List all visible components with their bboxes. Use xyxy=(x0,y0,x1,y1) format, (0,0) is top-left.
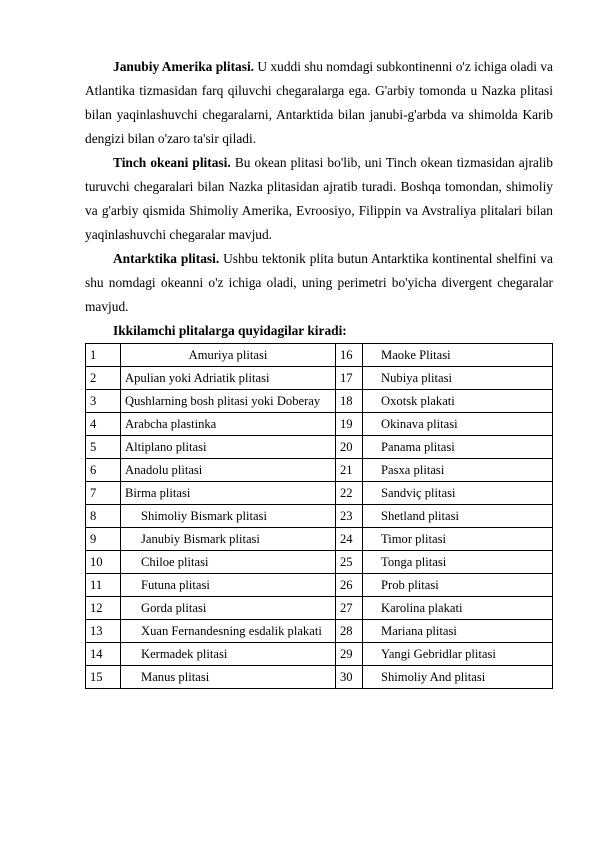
row-number-right: 20 xyxy=(336,436,363,459)
plate-name-right: Pasxa plitasi xyxy=(363,459,553,482)
row-number-left: 14 xyxy=(86,643,121,666)
paragraph-antarctic xyxy=(85,247,553,319)
row-number-right: 29 xyxy=(336,643,363,666)
paragraph-heading: Antarktika plitasi. xyxy=(113,251,220,266)
row-number-right: 30 xyxy=(336,666,363,689)
row-number-left: 4 xyxy=(86,413,121,436)
row-number-left: 6 xyxy=(86,459,121,482)
plate-name-left: Gorda plitasi xyxy=(121,597,336,620)
plate-name-left: Manus plitasi xyxy=(121,666,336,689)
plate-name-right: Sandviç plitasi xyxy=(363,482,553,505)
plate-name-left: Xuan Fernandesning esdalik plakati xyxy=(121,620,336,643)
plate-name-left: Amuriya plitasi xyxy=(121,344,336,367)
plate-name-left: Chiloe plitasi xyxy=(121,551,336,574)
row-number-left: 7 xyxy=(86,482,121,505)
table-row xyxy=(86,459,553,482)
table-row xyxy=(86,367,553,390)
table-row xyxy=(86,574,553,597)
plate-name-right: Shetland plitasi xyxy=(363,505,553,528)
table-row xyxy=(86,344,553,367)
table-title: Ikkilamchi plitalarga quyidagilar kiradi: xyxy=(113,323,347,338)
plate-name-right: Yangi Gebridlar plitasi xyxy=(363,643,553,666)
paragraph-text: Ushbu tektonik plita butun Antarktika kontinental shelfini va shu nomdagi okeanni o'z ichiga oladi, uning perimetri bo'yicha divergent chegaralar mavjud. xyxy=(85,251,554,314)
plate-name-left: Anadolu plitasi xyxy=(121,459,336,482)
row-number-left: 5 xyxy=(86,436,121,459)
paragraph-text: U xuddi shu nomdagi subkontinenni o'z ichiga oladi va Atlantika tizmasidan farq qiluvchi chegaralarga ega. G'arbiy tomonda u Nazka plitasi bilan yaqinlashuvchi chegaralarni, Antarktida bilan janubi-g'arbda va shimolda Karib dengizi bilan o'zaro ta'sir qiladi. xyxy=(85,59,553,146)
table-row xyxy=(86,482,553,505)
row-number-left: 3 xyxy=(86,390,121,413)
paragraph-pacific xyxy=(85,151,553,247)
plate-name-right: Nubiya plitasi xyxy=(363,367,553,390)
table-row xyxy=(86,413,553,436)
plate-name-right: Shimoliy And plitasi xyxy=(363,666,553,689)
plate-name-left: Apulian yoki Adriatik plitasi xyxy=(121,367,336,390)
row-number-left: 15 xyxy=(86,666,121,689)
row-number-left: 9 xyxy=(86,528,121,551)
row-number-right: 25 xyxy=(336,551,363,574)
row-number-right: 27 xyxy=(336,597,363,620)
table-row xyxy=(86,551,553,574)
plate-name-right: Okinava plitasi xyxy=(363,413,553,436)
row-number-right: 22 xyxy=(336,482,363,505)
paragraph-heading: Tinch okeani plitasi. xyxy=(113,155,231,170)
document-page xyxy=(85,55,553,689)
row-number-right: 23 xyxy=(336,505,363,528)
row-number-right: 26 xyxy=(336,574,363,597)
plate-name-left: Arabcha plastinka xyxy=(121,413,336,436)
row-number-left: 11 xyxy=(86,574,121,597)
plate-name-right: Prob plitasi xyxy=(363,574,553,597)
plate-name-right: Mariana plitasi xyxy=(363,620,553,643)
plate-name-left: Altiplano plitasi xyxy=(121,436,336,459)
row-number-right: 16 xyxy=(336,344,363,367)
table-row xyxy=(86,597,553,620)
table-row xyxy=(86,390,553,413)
table-row xyxy=(86,666,553,689)
row-number-left: 1 xyxy=(86,344,121,367)
plate-name-right: Karolina plakati xyxy=(363,597,553,620)
plate-name-left: Qushlarning bosh plitasi yoki Doberay xyxy=(121,390,336,413)
row-number-right: 28 xyxy=(336,620,363,643)
table-row xyxy=(86,528,553,551)
plate-name-left: Birma plitasi xyxy=(121,482,336,505)
row-number-left: 8 xyxy=(86,505,121,528)
table-row xyxy=(86,643,553,666)
row-number-right: 17 xyxy=(336,367,363,390)
paragraph-south-america xyxy=(85,55,553,151)
plate-name-left: Shimoliy Bismark plitasi xyxy=(121,505,336,528)
table-row xyxy=(86,505,553,528)
plate-name-right: Panama plitasi xyxy=(363,436,553,459)
plate-name-right: Maoke Plitasi xyxy=(363,344,553,367)
table-row xyxy=(86,620,553,643)
paragraph-text: Bu okean plitasi bo'lib, uni Tinch okean tizmasidan ajralib turuvchi chegaralari bilan Nazka plitasidan ajratib turadi. Boshqa tomondan, shimoliy va g'arbiy qismida Shimoliy Amerika, Evroosiyo, Filippin va Avstraliya plitalari bilan yaqinlashuvchi chegaralar mavjud. xyxy=(85,155,554,242)
plates-table xyxy=(85,343,553,689)
plate-name-right: Timor plitasi xyxy=(363,528,553,551)
plate-name-left: Futuna plitasi xyxy=(121,574,336,597)
row-number-right: 18 xyxy=(336,390,363,413)
paragraph-heading: Janubiy Amerika plitasi. xyxy=(113,59,255,74)
plate-name-right: Tonga plitasi xyxy=(363,551,553,574)
plate-name-left: Janubiy Bismark plitasi xyxy=(121,528,336,551)
row-number-left: 12 xyxy=(86,597,121,620)
row-number-right: 19 xyxy=(336,413,363,436)
row-number-left: 10 xyxy=(86,551,121,574)
row-number-left: 2 xyxy=(86,367,121,390)
row-number-right: 21 xyxy=(336,459,363,482)
plate-name-right: Oxotsk plakati xyxy=(363,390,553,413)
row-number-right: 24 xyxy=(336,528,363,551)
table-row xyxy=(86,436,553,459)
plate-name-left: Kermadek plitasi xyxy=(121,643,336,666)
row-number-left: 13 xyxy=(86,620,121,643)
